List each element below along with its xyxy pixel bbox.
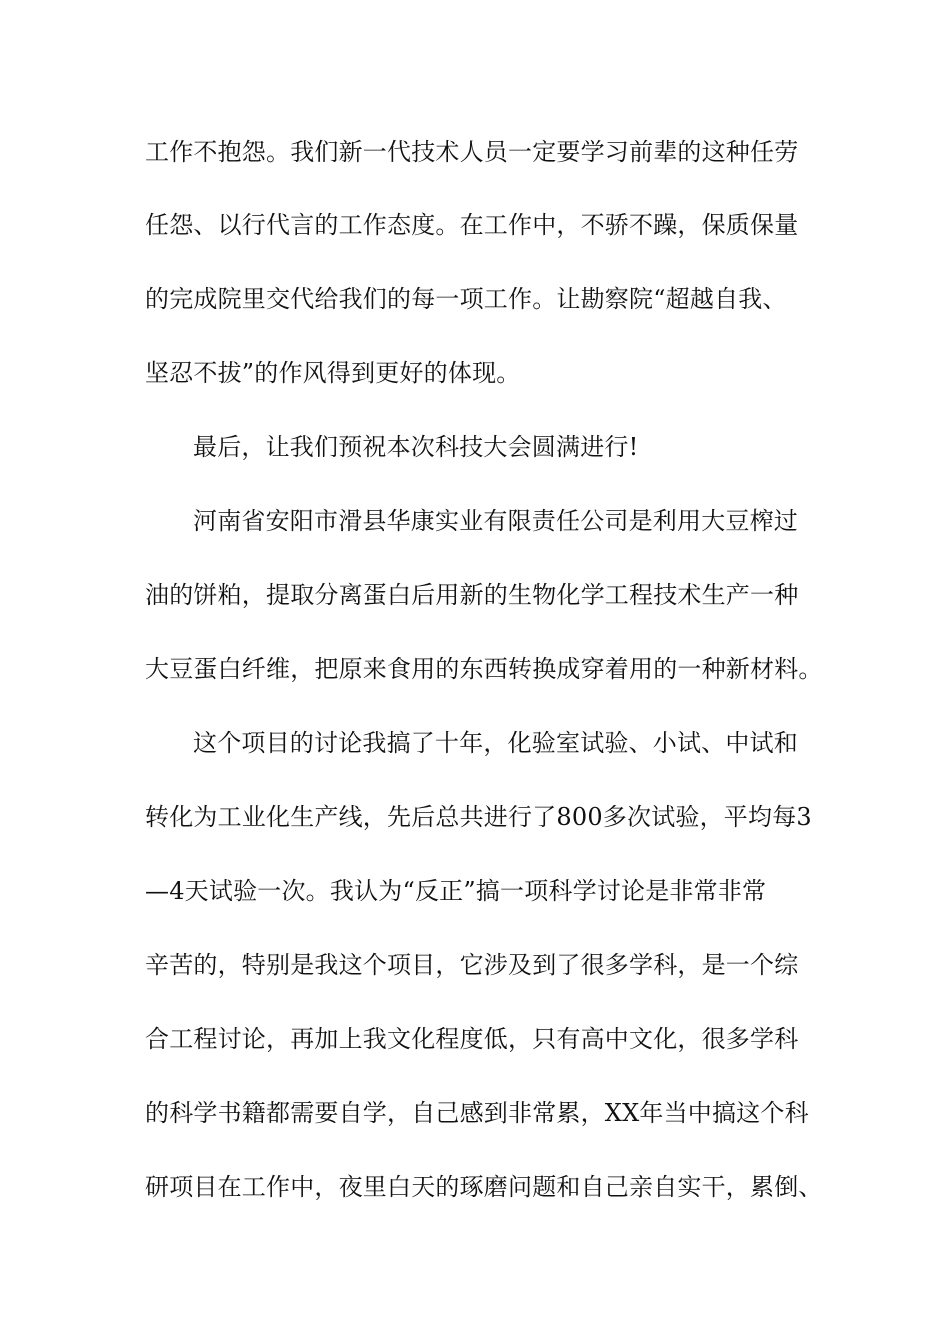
- text-line: 油的饼粕，提取分离蛋白后用新的生物化学工程技术生产一种: [145, 581, 799, 609]
- paragraph-first-line: 最后，让我们预祝本次科技大会圆满进行!: [193, 433, 639, 461]
- text-line: 研项目在工作中，夜里白天的琢磨问题和自己亲自实干，累倒、: [145, 1173, 823, 1201]
- paragraph-first-line: 河南省安阳市滑县华康实业有限责任公司是利用大豆榨过: [193, 507, 798, 535]
- paragraph-first-line: 这个项目的讨论我搞了十年，化验室试验、小试、中试和: [193, 729, 798, 757]
- text-line: 的完成院里交代给我们的每一项工作。让勘察院“超越自我、: [145, 285, 787, 313]
- text-line: 工作不抱怨。我们新一代技术人员一定要学习前辈的这种任劳: [145, 138, 799, 166]
- text-line: 大豆蛋白纤维，把原来食用的东西转换成穿着用的一种新材料。: [145, 655, 823, 683]
- text-line: 任怨、以行代言的工作态度。在工作中，不骄不躁，保质保量: [145, 211, 799, 239]
- text-line: 转化为工业化生产线，先后总共进行了800多次试验，平均每3: [145, 803, 812, 831]
- text-line: 辛苦的，特别是我这个项目，它涉及到了很多学科，是一个综: [145, 951, 799, 979]
- text-line: 坚忍不拔”的作风得到更好的体现。: [145, 359, 521, 387]
- text-line: 合工程讨论，再加上我文化程度低，只有高中文化，很多学科: [145, 1025, 799, 1053]
- text-line: 的科学书籍都需要自学，自己感到非常累，XX年当中搞这个科: [145, 1099, 809, 1127]
- text-line: —4天试验一次。我认为“反正”搞一项科学讨论是非常非常: [145, 877, 767, 905]
